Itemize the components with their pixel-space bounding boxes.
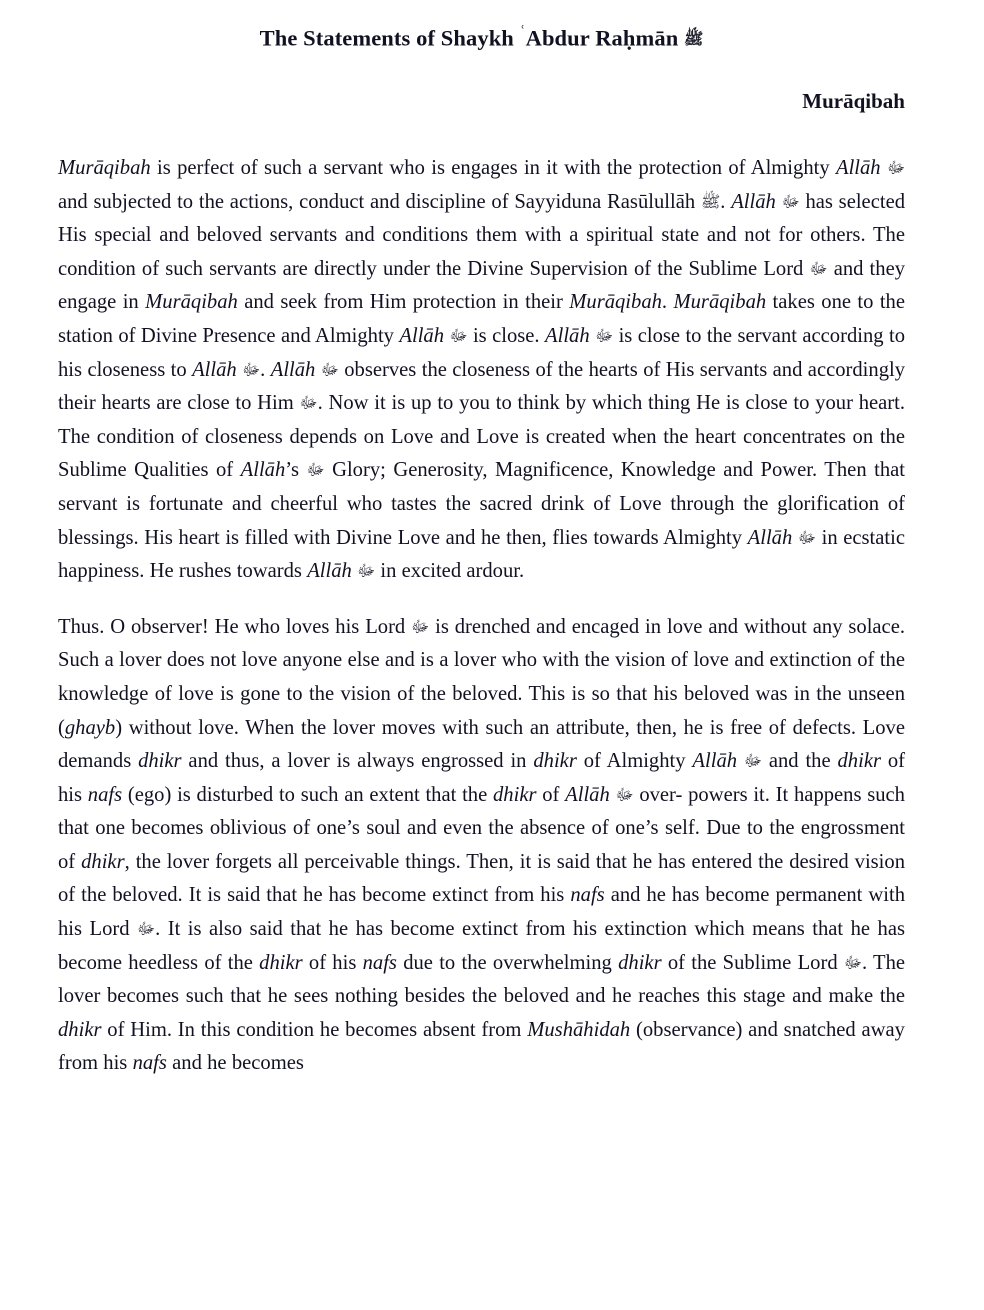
body-text-run: takes one to the station of Divine Presence and Almighty — [58, 291, 905, 347]
body-text-block — [58, 152, 905, 1081]
paragraph: Murāqibah is perfect of such a servant who is engages in it with the protection of Almighty Allāh ﷻ and subjected to the actions, conduct and discipline of Sayyiduna Rasūlullāh ﷺ. Allāh ﷻ has selected His special and beloved servants and conditions them with a spiritual state and not for others. The condition of such servants are directly under the Divine Supervision of the Sublime Lord ﷻ and they engage in Murāqibah and seek from Him protection in their Murāqibah. Murāqibah takes one to the station of Divine Presence and Almighty Allāh ﷻ is close. Allāh ﷻ is close to the servant according to his closeness to Allāh ﷻ. Allāh ﷻ observes the closeness of the hearts of His servants and accordingly their hearts are close to Him ﷻ. Now it is up to you to think by which thing He is close to your heart. The condition of closeness depends on Love and Love is created when the heart concentrates on the Sublime Qualities of Allāh’s ﷻ Glory; Generosity, Magnificence, Knowledge and Power. Then that servant is fortunate and cheerful who tastes the sacred drink of Love through the glorification of blessings. His heart is filled with Divine Love and he then, flies towards Almighty Allāh ﷻ in ecstatic happiness. He rushes towards Allāh ﷻ in excited ardour. — [58, 157, 906, 583]
transliterated-term: Murāqibah — [58, 157, 151, 179]
transliterated-term: Mushāhidah — [527, 1018, 631, 1041]
ayn-superscript-icon: ʿ — [519, 22, 526, 42]
body-text-run: is close to the servant according to his closeness to — [58, 324, 906, 381]
body-text-run: . — [661, 291, 674, 314]
transliterated-term: Allāh — [240, 459, 286, 482]
transliterated-term: Allāh — [731, 190, 776, 213]
body-text-run: . — [720, 190, 732, 213]
transliterated-term: nafs — [87, 783, 123, 806]
transliterated-term: dhikr — [837, 750, 881, 773]
running-header-title: The Statements of Shaykh — [259, 25, 520, 51]
transliterated-term: dhikr — [81, 850, 125, 873]
body-text-run: is perfect of such a servant who is engages in it with the protection of Almighty — [150, 157, 836, 179]
transliterated-term: nafs — [362, 951, 397, 974]
body-text-run: has selected His special and beloved servants and conditions them with a spiritual state and not for others. The condition of such servants are directly under the Divine Supervision of the Sublime Lord — [58, 190, 906, 280]
body-text-run: . The lover becomes such that he sees nothing besides the beloved and he reaches this stage and make the — [58, 951, 906, 1008]
transliterated-term: nafs — [570, 884, 605, 907]
transliterated-term: Murāqibah — [569, 291, 662, 314]
body-text-run: and the — [761, 750, 838, 773]
body-text-run: and he becomes — [166, 1052, 304, 1075]
transliterated-term: Allāh — [270, 358, 316, 381]
body-text-run: and subjected to the actions, conduct and discipline of Sayyiduna Rasūlullāh — [58, 190, 696, 213]
body-text-run: Glory; Generosity, Magnificence, Knowledge and Power. Then that servant is fortunate and cheerful who tastes the sacred drink of Love through the glorification of blessings. His heart is filled with Divine Love and he then, flies towards Almighty — [58, 459, 905, 549]
transliterated-term: dhikr — [493, 783, 537, 806]
body-text-run: and thus, a lover is always engrossed in — [181, 750, 534, 773]
body-text-run: due to the overwhelming — [396, 951, 619, 974]
body-text-run: ) without love. When the lover moves with such an attribute, then, he is free of defects. Love demands — [58, 716, 905, 773]
transliterated-term: Allāh — [835, 157, 881, 179]
body-text-run: , the lover forgets all perceivable things. Then, it is said that he has entered the desired vision of the beloved. It is said that he has become extinct from his — [58, 850, 905, 907]
body-text-run: . It is also said that he has become extinct from his extinction which means that he has become heedless of the — [58, 918, 905, 974]
transliterated-term: Allāh — [747, 526, 793, 549]
transliterated-term: dhikr — [618, 951, 662, 974]
transliterated-term: dhikr — [138, 750, 182, 773]
body-text-run: Thus. O observer! He who loves his Lord — [58, 615, 406, 638]
body-text-run: and they engage in — [58, 257, 906, 314]
transliterated-term: Allāh — [692, 750, 738, 773]
body-text-run: is drenched and encaged in love and without any solace. Such a lover does not love anyone else and is a lover who with the vision of love and extinction of the knowledge of love is gone to the vision of the beloved. This is so that his beloved was in the unseen ( — [58, 615, 905, 739]
paragraph: Thus. O observer! He who loves his Lord ﷻ is drenched and encaged in love and without any solace. Such a lover does not love anyone else and is a lover who with the vision of love and extinction of the knowledge of love is gone to the vision of the beloved. This is so that his beloved was in the unseen (ghayb) without love. When the lover moves with such an attribute, then, he is free of defects. Love demands dhikr and thus, a lover is always engrossed in dhikr of Almighty Allāh ﷻ and the dhikr of his nafs (ego) is disturbed to such an extent that the dhikr of Allāh ﷻ over- powers it. It happens such that one becomes oblivious of one’s soul and even the absence of one’s self. Due to the engrossment of dhikr, the lover forgets all perceivable things. Then, it is said that he has entered the desired vision of the beloved. It is said that he has become extinct from his nafs and he has become permanent with his Lord ﷻ. It is also said that he has become extinct from his extinction which means that he has become heedless of the dhikr of his nafs due to the overwhelming dhikr of the Sublime Lord ﷻ. The lover becomes such that he sees nothing besides the beloved and he reaches this stage and make the dhikr of Him. In this condition he becomes absent from Mushāhidah (observance) and snatched away from his nafs and he becomes — [58, 615, 906, 1075]
body-text-run: observes the closeness of the hearts of His servants and accordingly their hearts are close to Him — [58, 358, 906, 415]
body-text-run: of his — [302, 951, 363, 974]
body-text-run: (ego) is disturbed to such an extent that the — [122, 783, 493, 806]
transliterated-term: dhikr — [259, 951, 303, 974]
transliterated-term: Allāh — [192, 358, 237, 381]
body-text-run: . Now it is up to you to think by which thing He is close to your heart. The condition of closeness depends on Love and Love is created when the heart concentrates on the Sublime Qualities of — [58, 392, 906, 482]
transliterated-term: dhikr — [533, 750, 577, 773]
body-text-run: . — [260, 358, 271, 381]
transliterated-term: Allāh — [399, 324, 445, 347]
body-text-run: of the Sublime Lord — [661, 951, 838, 974]
body-text-run: in ecstatic happiness. He rushes towards — [58, 526, 906, 583]
running-header-name: Abdur Raḥmān — [525, 25, 679, 51]
transliterated-term: ghayb — [64, 716, 116, 739]
body-text-run: over- powers it. It happens such that one becomes oblivious of one’s soul and even the absence of one’s self. Due to the engrossment of — [58, 783, 905, 873]
running-header: The Statements of Shaykh $^ʿ$Abdur Raḥmān ﷺ — [259, 22, 704, 51]
body-text-run: of — [536, 783, 566, 806]
body-text-run: of Almighty — [576, 750, 693, 773]
transliterated-term: nafs — [132, 1052, 167, 1075]
transliterated-term: Allāh — [307, 560, 352, 583]
body-text-run: (observance) and snatched away from his — [58, 1018, 905, 1075]
transliterated-term: dhikr — [58, 1018, 102, 1041]
transliterated-term: Murāqibah — [673, 291, 767, 314]
body-text-run: of Him. In this condition he becomes absent from — [101, 1018, 528, 1041]
body-text-run: and seek from Him protection in their — [237, 291, 570, 314]
transliterated-term: Allāh — [565, 783, 610, 806]
body-text-run: ’s — [285, 459, 300, 482]
section-heading: Murāqibah — [802, 89, 905, 113]
transliterated-term: Allāh — [545, 324, 590, 347]
transliterated-term: Murāqibah — [145, 291, 238, 314]
body-text-run: in excited ardour. — [375, 560, 525, 583]
body-text-run: is close. — [467, 324, 546, 347]
body-text-run: and he has become permanent with his Lord — [58, 884, 906, 941]
body-text-run: of his — [58, 750, 906, 806]
